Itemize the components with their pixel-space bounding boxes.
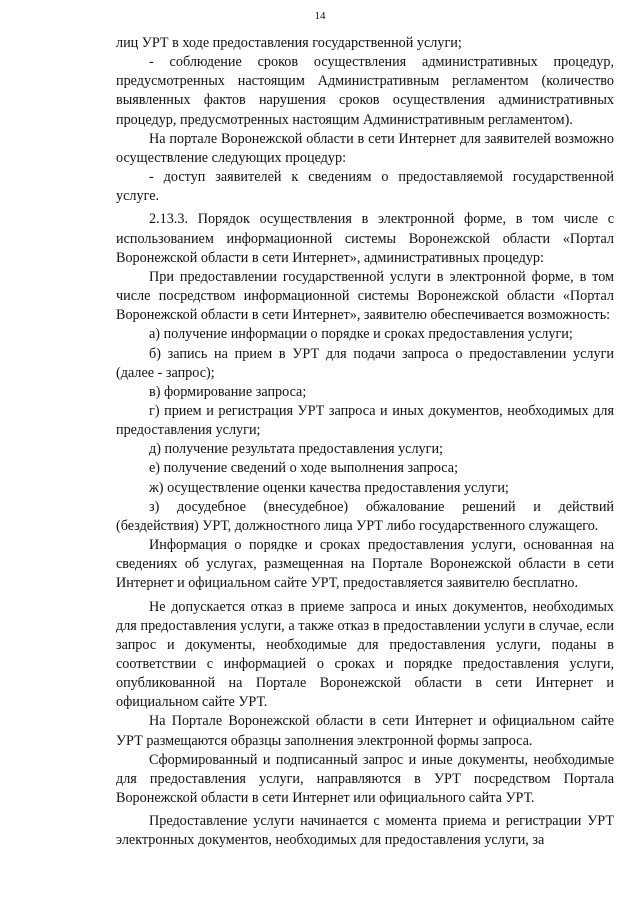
page-number: 14 bbox=[314, 10, 326, 22]
paragraph: Информация о порядке и сроках предоставления услуги, основанная на сведениях об услугах, размещенная на Портале Воронежской области в сети Интернет и официальном сайте УРТ, предоставляется заявителю бесплатно. bbox=[116, 537, 614, 592]
paragraph: На Портале Воронежской области в сети Интернет и официальном сайте УРТ размещаются образцы заполнения электронной формы запроса. bbox=[116, 713, 614, 749]
list-item: в) формирование запроса; bbox=[149, 383, 307, 400]
paragraph: - доступ заявителей к сведениям о предоставляемой государственной услуге. bbox=[116, 169, 614, 205]
list-item: ж) осуществление оценки качества предоставления услуги; bbox=[149, 479, 509, 496]
paragraph: На портале Воронежской области в сети Интернет для заявителей возможно осуществление следующих процедур: bbox=[116, 130, 614, 166]
document-body bbox=[116, 34, 614, 851]
paragraph: - соблюдение сроков осуществления административных процедур, предусмотренных настоящим Административным регламентом (количество выявленных фактов нарушения сроков осуществления административных процедур, предусмотренных настоящим Административным регламентом). bbox=[116, 54, 614, 128]
list-item: з) досудебное (внесудебное) обжалование решений и действий (бездействия) УРТ, должностного лица УРТ либо государственного служащего. bbox=[116, 498, 614, 534]
paragraph: Сформированный и подписанный запрос и иные документы, необходимые для предоставления услуги, направляются в УРТ посредством Портала Воронежской области в сети Интернет или официального сайта УРТ. bbox=[116, 751, 614, 807]
list-item: б) запись на прием в УРТ для подачи запроса о предоставлении услуги (далее - запрос); bbox=[116, 345, 614, 381]
paragraph: 2.13.3. Порядок осуществления в электронной форме, в том числе с использованием информационной системы Воронежской области «Портал Воронежской области в сети Интернет», административных процедур: bbox=[116, 211, 614, 266]
list-item: а) получение информации о порядке и сроках предоставления услуги; bbox=[149, 326, 573, 343]
list-item: г) прием и регистрация УРТ запроса и иных документов, необходимых для предоставления услуги; bbox=[116, 402, 614, 439]
paragraph: Предоставление услуги начинается с момента приема и регистрации УРТ электронных документов, необходимых для предоставления услуги, за bbox=[116, 813, 614, 849]
paragraph: Не допускается отказ в приеме запроса и иных документов, необходимых для предоставления услуги, а также отказ в предоставлении услуги в случае, если запрос и документы, необходимые для предоставления услуги, поданы в соответствии с информацией о сроках и порядке предоставления услуги, опубликованной на Портале Воронежской области в сети Интернет и официальном сайте УРТ. bbox=[116, 598, 614, 711]
list-item: е) получение сведений о ходе выполнения запроса; bbox=[149, 460, 459, 477]
paragraph: При предоставлении государственной услуги в электронной форме, в том числе посредством информационной системы Воронежской области «Портал Воронежской области в сети Интернет», заявителю обеспечивается возможность: bbox=[116, 268, 614, 324]
list-item: д) получение результата предоставления услуги; bbox=[149, 441, 443, 458]
paragraph: лиц УРТ в ходе предоставления государственной услуги; bbox=[116, 35, 462, 51]
